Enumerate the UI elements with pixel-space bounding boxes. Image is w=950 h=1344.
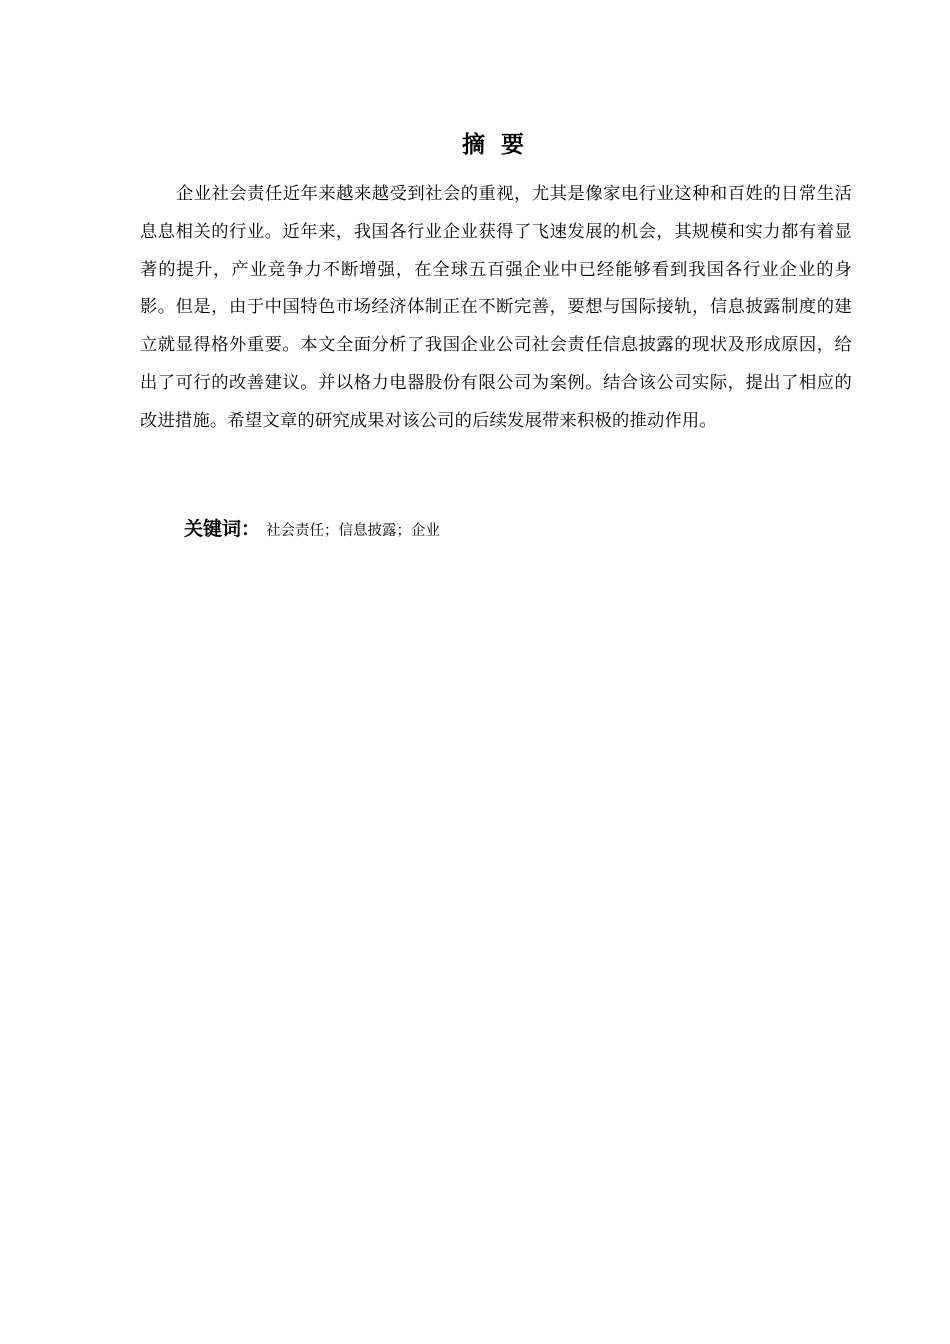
abstract-paragraph: 企业社会责任近年来越来越受到社会的重视，尤其是像家电行业这种和百姓的日常生活息息相关的行业。近年来，我国各行业企业获得了飞速发展的机会，其规模和实力都有着显著的提升，产业竞争力不断增强，在全球五百强企业中已经能够看到我国各行业企业的身影。但是，由于中国特色市场经济体制正在不断完善，要想与国际接轨，信息披露制度的建立就显得格外重要。本文全面分析了我国企业公司社会责任信息披露的现状及形成原因，给出了可行的改善建议。并以格力电器股份有限公司为案例。结合该公司实际，提出了相应的改进措施。希望文章的研究成果对该公司的后续发展带来积极的推动作用。 [140, 184, 852, 431]
keywords-value: 社会责任；信息披露；企业 [266, 523, 441, 539]
keywords-label: 关键词： [184, 518, 261, 540]
abstract-title: 摘 要 [461, 132, 528, 158]
keywords-line [184, 512, 440, 548]
